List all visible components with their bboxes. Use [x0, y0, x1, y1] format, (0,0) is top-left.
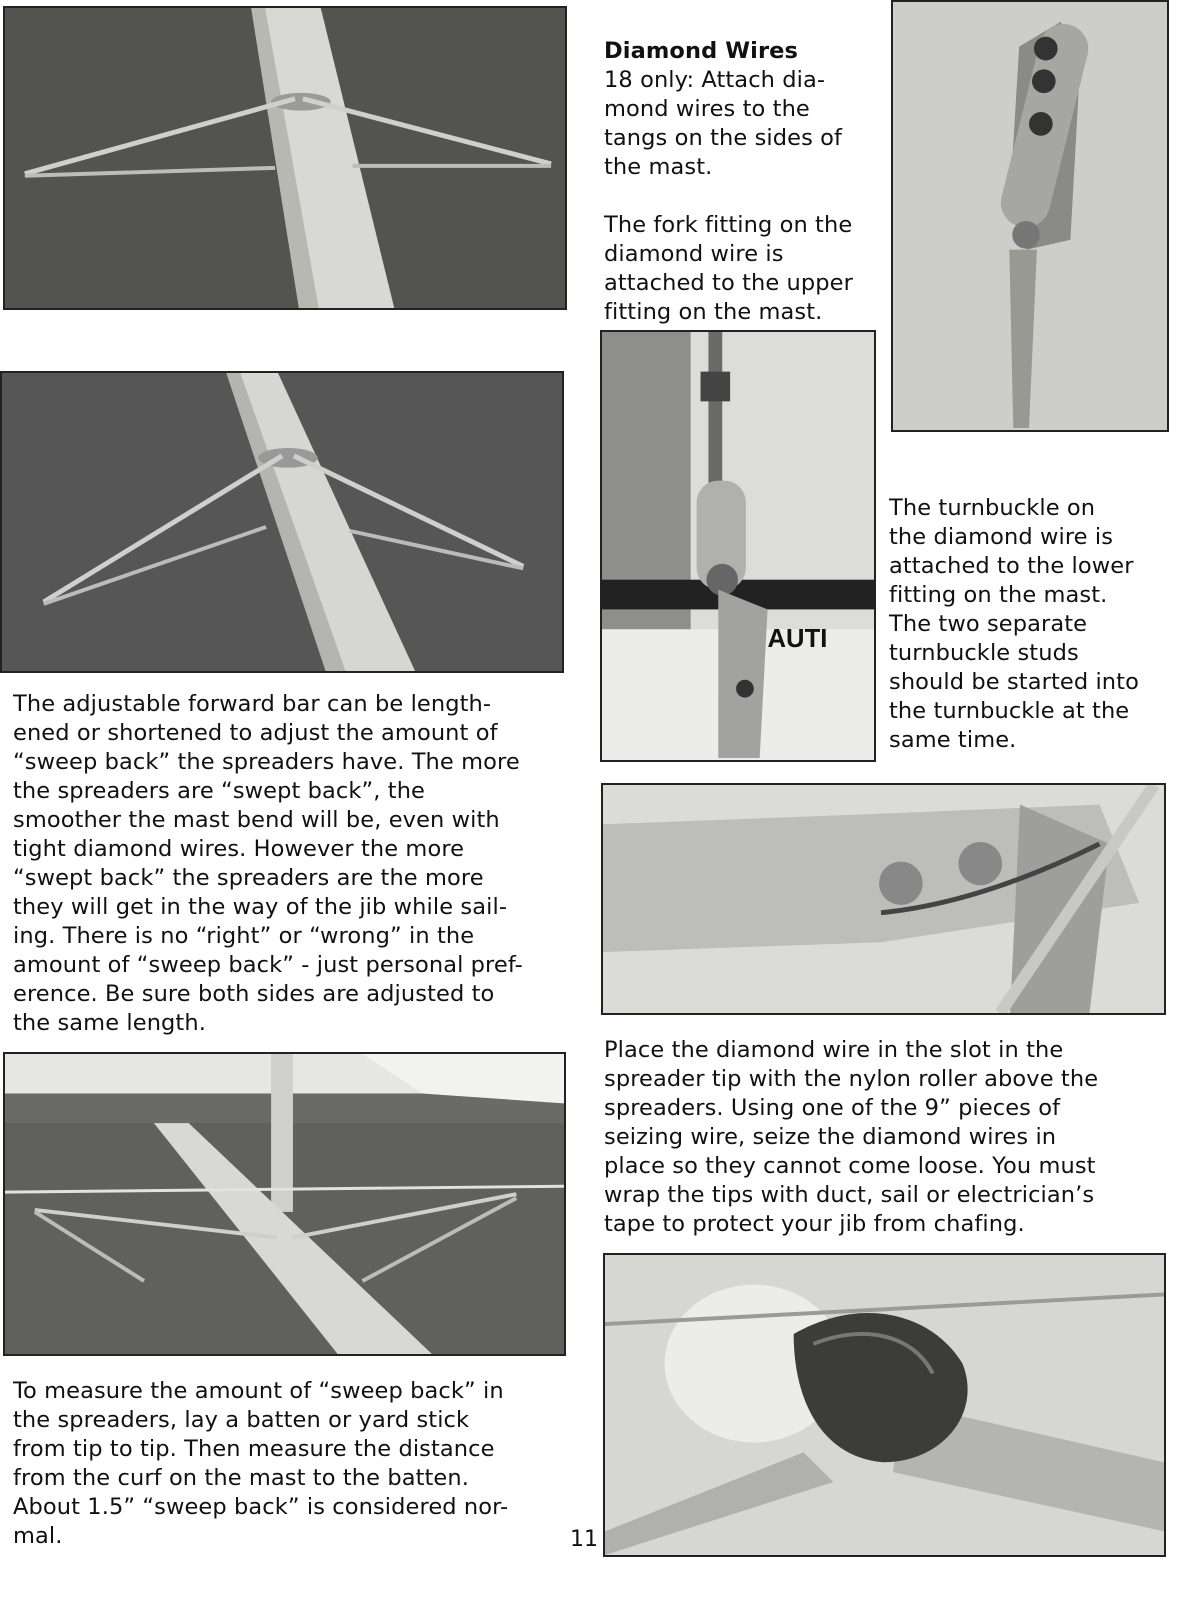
turnbuckle-text: The turnbuckle on the diamond wire is attached to the lower fitting on the mast. The two separate turnbuckle studs should be started into the turnbuckle at the same time. [889, 495, 1139, 753]
photo-taped-tip [603, 1253, 1166, 1557]
photo-turnbuckle [600, 330, 876, 762]
photo-spreaders-top [3, 6, 567, 310]
photo-spreaders-swept [0, 371, 564, 673]
photo-fork-fitting [891, 0, 1169, 432]
page-number: 11 [570, 1527, 598, 1552]
caution-label: AUTI [767, 624, 828, 654]
diamond-wires-section [604, 8, 888, 327]
photo-measure-sweep-back [3, 1052, 566, 1356]
measure-sweep-back-text: To measure the amount of “sweep back” in the spreaders, lay a batten or yard stick from tip to tip. Then measure the distance from the curf on the mast to the batten. About 1.5” “sweep back” is considered nor- mal. [13, 1378, 509, 1549]
section-heading: Diamond Wires [604, 38, 799, 64]
diamond-intro-text: 18 only: Attach dia- mond wires to the tangs on the sides of the mast. The fork fitting on the diamond wire is attached to the upper fitting on the mast. [604, 67, 853, 325]
photo-spreader-tip-slot [601, 783, 1166, 1015]
forward-bar-text: The adjustable forward bar can be length- ened or shortened to adjust the amount of “sweep back” the spreaders have. The more the spreaders are “swept back”, the smoother the mast bend will be, even with tight diamond wires. However the more “swept back” the spreaders are the more they will get in the way of the jib while sail- ing. There is no “right” or “wrong” in the amount of “sweep back” - just personal pref- erence. Be sure both sides are adjusted to the same length. [13, 691, 523, 1036]
slot-instructions-text: Place the diamond wire in the slot in the spreader tip with the nylon roller above the spreaders. Using one of the 9” pieces of seizing wire, seize the diamond wires in place so they cannot come loose. You must wrap the tips with duct, sail or electrician’s tape to protect your jib from chafing. [604, 1037, 1099, 1237]
